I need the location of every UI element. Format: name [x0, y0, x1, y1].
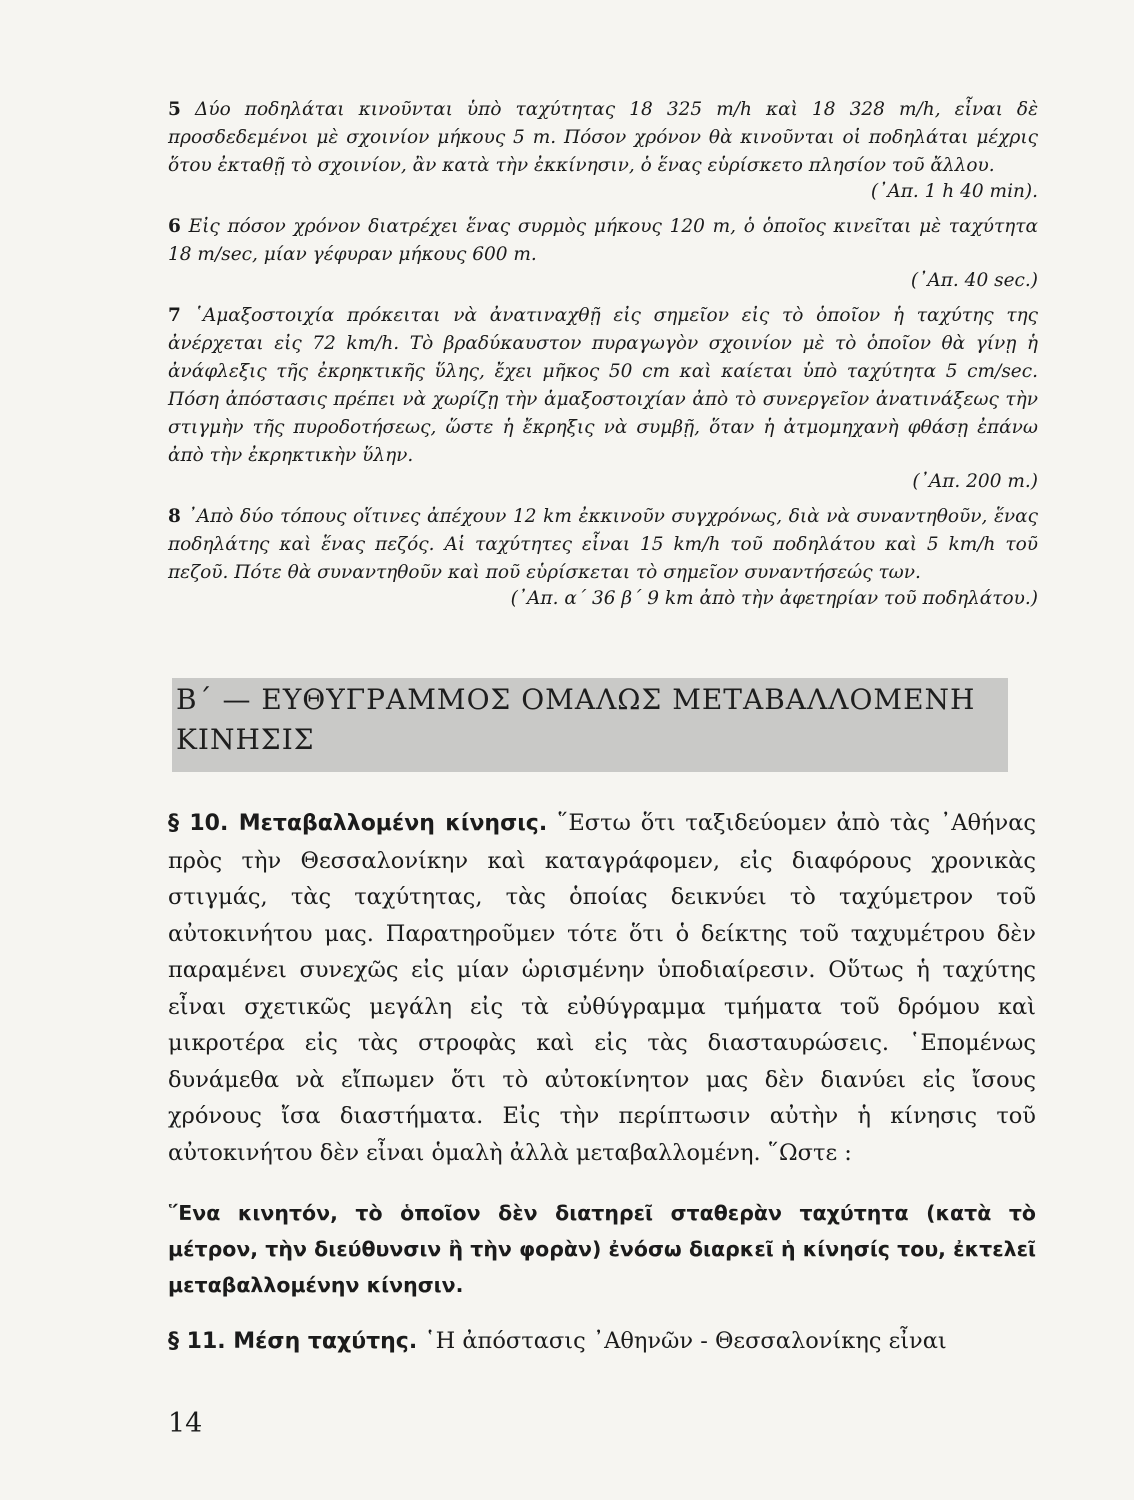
- problem-text: Δύο ποδηλάται κινοῦνται ὑπὸ ταχύτητας 18 325 m/h καὶ 18 328 m/h, εἶναι δὲ προσδεδεμένοι μὲ σχοινίον μήκους 5 m. Πόσον χρόνον θὰ κινοῦνται οἱ ποδηλάται μέχρις ὅτου ἐκταθῇ τὸ σχοινίον, ἂν κατὰ τὴν ἐκκίνησιν, ὁ ἕνας εὑρίσκετο πλησίον τοῦ ἄλλου.: [168, 99, 1038, 176]
- paragraph-body: ῾Η ἀπόστασις ᾽Αθηνῶν - Θεσσαλονίκης εἶναι: [424, 1328, 947, 1354]
- paragraph-11: [168, 1323, 1036, 1360]
- problem-text: ῾Αμαξοστοιχία πρόκειται νὰ ἀνατιναχθῇ εἰς σημεῖον εἰς τὸ ὁποῖον ἡ ταχύτης της ἀνέρχεται εἰς 72 km/h. Τὸ βραδύκαυστον πυραγωγὸν σχοινίον μὲ τὸ ὁποῖον θὰ γίνῃ ἡ ἀνάφλεξις τῆς ἐκρηκτικῆς ὕλης, ἔχει μῆκος 50 cm καὶ καίεται ὑπὸ ταχύτητα 5 cm/sec. Πόση ἀπόστασις πρέπει νὰ χωρίζῃ τὴν ἁμαξοστοιχίαν ἀπὸ τὸ συνεργεῖον ἀνατινάξεως τὴν στιγμὴν τῆς πυροδοτήσεως, ὥστε ἡ ἔκρηξις νὰ συμβῇ, ὅταν ἡ ἀτμομηχανὴ φθάσῃ ἐπάνω ἀπὸ τὴν ἐκρηκτικὴν ὕλην.: [168, 305, 1038, 466]
- problem-6: [168, 213, 1038, 295]
- problem-number: 8: [168, 506, 181, 527]
- problem-text: Εἰς πόσον χρόνον διατρέχει ἕνας συρμὸς μήκους 120 m, ὁ ὁποῖος κινεῖται μὲ ταχύτητα 18 m/sec, μίαν γέφυραν μήκους 600 m.: [168, 216, 1038, 265]
- problem-text: ᾽Απὸ δύο τόπους οἵτινες ἀπέχουν 12 km ἐκκινοῦν συγχρόνως, διὰ νὰ συναντηθοῦν, ἕνας ποδηλάτης καὶ ἕνας πεζός. Αἱ ταχύτητες εἶναι 15 km/h τοῦ ποδηλάτου καὶ 5 km/h τοῦ πεζοῦ. Πότε θὰ συναντηθοῦν καὶ ποῦ εὑρίσκεται τὸ σημεῖον συναντήσεώς των.: [168, 506, 1038, 583]
- paragraph-heading: § 10. Μεταβαλλομένη κίνησις.: [168, 811, 548, 836]
- paragraph-10: [168, 805, 1036, 1171]
- problem-answer: (᾽Απ. 200 m.): [912, 471, 1038, 492]
- problem-5: [168, 96, 1038, 206]
- page-number: 14: [168, 1408, 203, 1439]
- paragraph-body: ῞Εστω ὅτι ταξιδεύομεν ἀπὸ τὰς ᾽Αθήνας πρὸς τὴν Θεσσαλονίκην καὶ καταγράφομεν, εἰς διαφόρους χρονικὰς στιγμάς, τὰς ταχύτητας, τὰς ὁποίας δεικνύει τὸ ταχύμετρον τοῦ αὐτοκινήτου μας. Παρατηροῦμεν τότε ὅτι ὁ δείκτης τοῦ ταχυμέτρου δὲν παραμένει συνεχῶς εἰς μίαν ὡρισμένην ὑποδιαίρεσιν. Οὕτως ἡ ταχύτης εἶναι σχετικῶς μεγάλη εἰς τὰ εὐθύγραμμα τμήματα τοῦ δρόμου καὶ μικροτέρα εἰς τὰς στροφὰς καὶ εἰς τὰς διασταυρώσεις. ῾Επομένως δυνάμεθα νὰ εἴπωμεν ὅτι τὸ αὐτοκίνητον μας δὲν διανύει εἰς ἴσους χρόνους ἴσα διαστήματα. Εἰς τὴν περίπτωσιν αὐτὴν ἡ κίνησις τοῦ αὐτοκινήτου δὲν εἶναι ὁμαλὴ ἀλλὰ μεταβαλλομένη. ῞Ωστε :: [168, 810, 1036, 1166]
- problem-7: [168, 302, 1038, 496]
- paragraph-heading: § 11. Μέση ταχύτης.: [168, 1329, 418, 1354]
- problem-answer: (᾽Απ. α΄ 36 β΄ 9 km ἀπὸ τὴν ἀφετηρίαν τοῦ ποδηλάτου.): [510, 588, 1038, 609]
- definition-statement: ῞Ενα κινητόν, τὸ ὁποῖον δὲν διατηρεῖ σταθερὰν ταχύτητα (κατὰ τὸ μέτρον, τὴν διεύθυνσιν ἢ τὴν φορὰν) ἐνόσω διαρκεῖ ἡ κίνησίς του, ἐκτελεῖ μεταβαλλομένην κίνησιν.: [168, 1201, 1036, 1297]
- problem-8: [168, 503, 1038, 613]
- problems-list: [168, 96, 1038, 620]
- problem-number: 7: [168, 305, 181, 326]
- section-title: Β΄ — ΕΥΘΥΓΡΑΜΜΟΣ ΟΜΑΛΩΣ ΜΕΤΑΒΑΛΛΟΜΕΝΗ ΚΙΝΗΣΙΣ: [176, 683, 976, 756]
- problem-number: 6: [168, 216, 181, 237]
- section-banner: [172, 678, 1008, 772]
- problem-number: 5: [168, 99, 181, 120]
- problem-answer: (᾽Απ. 40 sec.): [910, 270, 1038, 291]
- main-text: [168, 805, 1036, 1383]
- problem-answer: (᾽Απ. 1 h 40 min).: [870, 181, 1038, 202]
